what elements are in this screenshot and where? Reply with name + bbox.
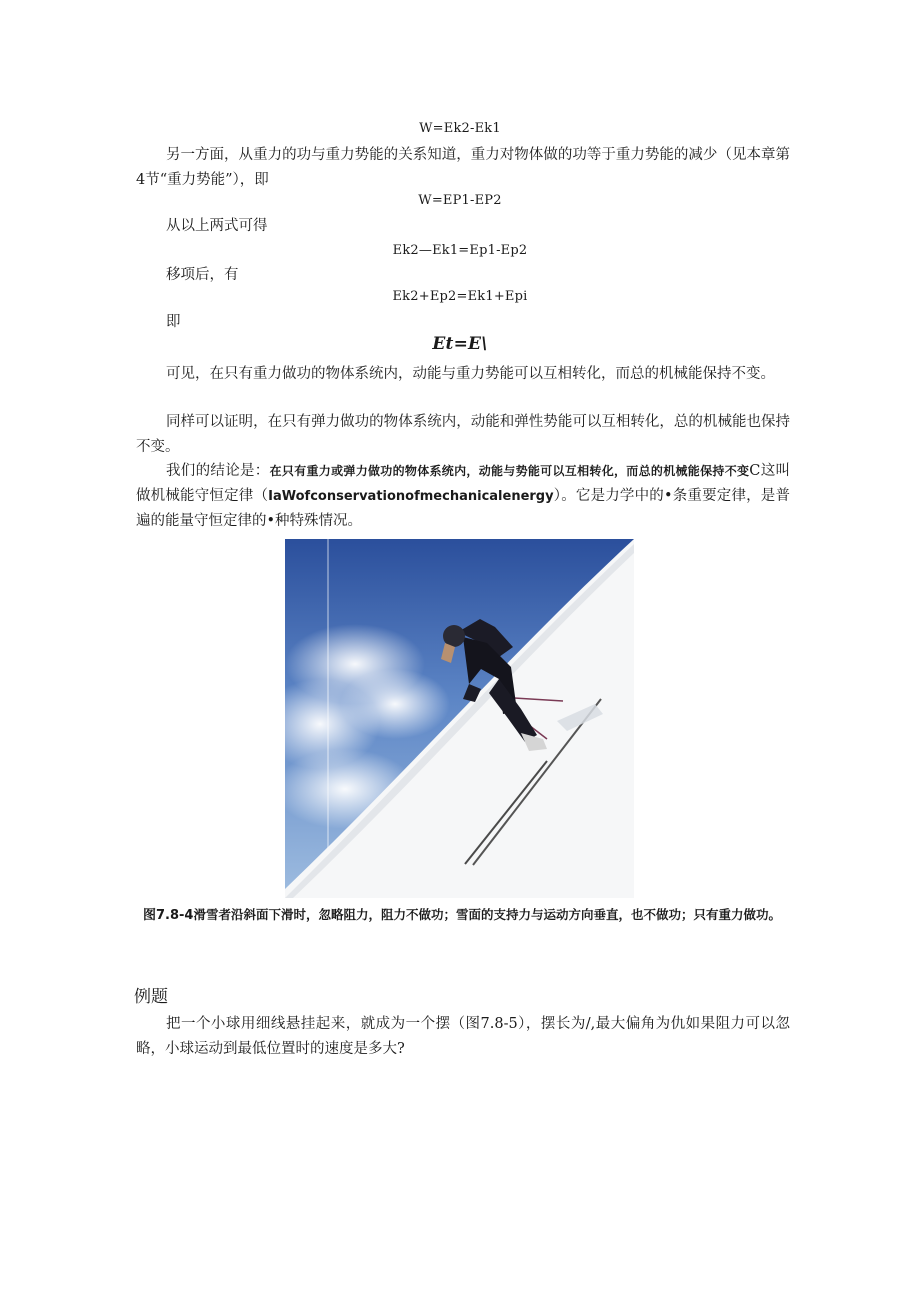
skier-photo [285,539,634,898]
conclusion-lead: 我们的结论是： [166,463,270,479]
law-english-term: IaWofconservationofmechanicalenergy [268,489,554,504]
figure-caption [143,903,793,928]
text-from-two-equations: 从以上两式可得 [166,218,268,234]
equation-energy-conservation: Et=E\ [432,334,488,354]
paragraph-elastic-conclusion: 同样可以证明，在只有弹力做功的物体系统内，动能和弹性势能可以互相转化，总的机械能也保持不变。 [136,414,790,455]
conclusion-statement: 在只有重力或弹力做功的物体系统内，动能与势能可以互相转化，而总的机械能保持不变 [269,464,750,478]
text-after-rearranging: 移项后，有 [166,267,239,283]
law-name-text: C这叫做机械能守恒定律（ [136,463,790,504]
paragraph-gravity-conclusion: 可见，在只有重力做功的物体系统内，动能与重力势能可以互相转化，而总的机械能保持不变。 [166,366,775,382]
figure-caption-text: 滑雪者沿斜面下滑时，忽略阻力，阻力不做功；雪面的支持力与运动方向垂直，也不做功；只有重力做功。 [193,907,781,922]
law-description: ）。它是力学中的•条重要定律，是普遍的能量守恒定律的•种特殊情况。 [136,488,790,529]
text-namely: 即 [166,314,181,330]
paragraph-example-problem: 把一个小球用细线悬挂起来，就成为一个摆（图7.8-5），摆长为/,最大偏角为仇如果阻力可以忽略，小球运动到最低位置时的速度是多大? [136,1016,790,1057]
equation-energy-difference: Ek2—Ek1=Ep1-Ep2 [392,243,528,258]
paragraph-conservation-law [136,459,790,534]
paragraph-gravity-work: 另一方面，从重力的功与重力势能的关系知道，重力对物体做的功等于重力势能的减少（见本章第4节“重力势能”），即 [136,147,790,188]
equation-work-potential: W=EP1-EP2 [418,193,502,208]
equation-energy-sum: Ek2+Ep2=Ek1+Epi [392,289,528,304]
equation-work-kinetic: W=Ek2-Ek1 [419,121,501,136]
figure-label: 图7.8-4 [143,908,194,923]
section-heading-example: 例题 [134,987,168,1007]
